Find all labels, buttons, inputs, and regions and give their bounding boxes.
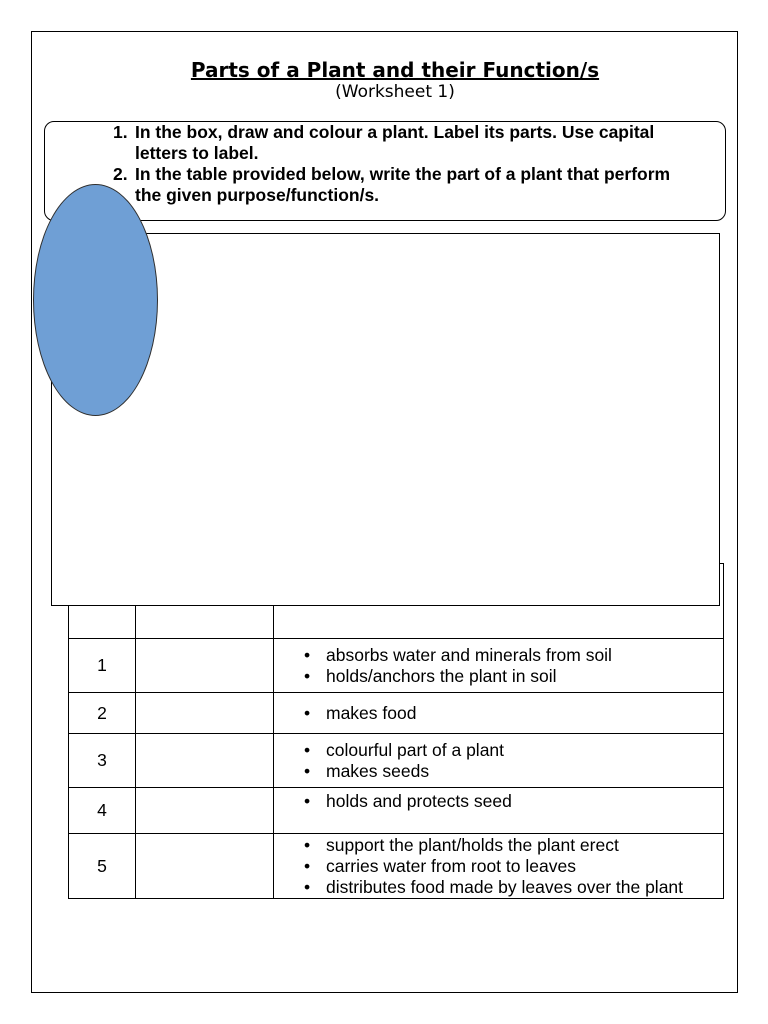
row-number: 1: [97, 655, 107, 675]
bullet-icon: [304, 761, 326, 782]
function-text: holds and protects seed: [326, 791, 512, 811]
worksheet-subtitle: (Worksheet 1): [335, 82, 455, 102]
list-item: [304, 703, 723, 724]
instruction-item: [113, 122, 693, 164]
function-text: support the plant/holds the plant erect: [326, 834, 619, 855]
bullet-icon: [304, 740, 326, 761]
list-item: [304, 877, 723, 898]
plant-part-cell: [136, 693, 274, 734]
row-number: 2: [97, 702, 107, 723]
list-item: [304, 740, 723, 761]
table-row: [69, 734, 724, 788]
bullet-icon: [304, 835, 326, 856]
list-item: [304, 666, 723, 687]
list-item: [304, 856, 723, 877]
functions-table: [68, 563, 724, 899]
list-item: [304, 645, 723, 666]
function-cell: [274, 788, 724, 834]
function-list: [274, 835, 723, 898]
plant-part-cell: [136, 734, 274, 788]
bullet-icon: [304, 703, 326, 724]
function-text: colourful part of a plant: [326, 739, 505, 760]
bullet-icon: [304, 877, 326, 898]
function-list: [274, 703, 723, 724]
instruction-number: 2.: [113, 164, 128, 184]
row-number-cell: [69, 834, 136, 899]
row-number-cell: [69, 734, 136, 788]
plant-part-cell: [136, 639, 274, 693]
function-text: makes seeds: [326, 760, 430, 781]
bullet-icon: [304, 666, 326, 687]
instruction-item: [113, 164, 693, 206]
function-list: [274, 791, 723, 812]
row-number-cell: [69, 639, 136, 693]
instruction-text: In the table provided below, write the part of a plant that perform the given purpose/function/s.: [135, 164, 671, 205]
row-number: 4: [97, 800, 107, 820]
bullet-icon: [304, 856, 326, 877]
instruction-text: In the box, draw and colour a plant. Label its parts. Use capital letters to label.: [135, 122, 655, 163]
table-row: [69, 693, 724, 734]
list-item: [304, 835, 723, 856]
row-number: 3: [97, 750, 107, 770]
function-list: [274, 740, 723, 782]
function-text: absorbs water and minerals from soil: [326, 644, 612, 665]
table-row: [69, 788, 724, 834]
function-cell: [274, 734, 724, 788]
bullet-icon: [304, 791, 326, 812]
row-number-cell: [69, 693, 136, 734]
plant-part-cell: [136, 834, 274, 899]
function-cell: [274, 693, 724, 734]
function-text: makes food: [326, 702, 417, 723]
instructions-list: [113, 122, 693, 206]
function-cell: [274, 639, 724, 693]
table-row: [69, 639, 724, 693]
plant-part-cell: [136, 788, 274, 834]
table-row: [69, 834, 724, 899]
list-item: [304, 761, 723, 782]
instruction-number: 1.: [113, 122, 128, 142]
blue-ellipse-shape: [33, 184, 158, 416]
bullet-icon: [304, 645, 326, 666]
title-block: [60, 58, 730, 102]
function-cell: [274, 834, 724, 899]
function-list: [274, 645, 723, 687]
row-number-cell: [69, 788, 136, 834]
list-item: [304, 791, 723, 812]
function-text: holds/anchors the plant in soil: [326, 665, 557, 686]
function-text: distributes food made by leaves over the plant: [326, 876, 684, 897]
function-text: carries water from root to leaves: [326, 855, 576, 876]
worksheet-title: Parts of a Plant and their Function/s: [190, 58, 600, 82]
row-number: 5: [97, 855, 107, 876]
